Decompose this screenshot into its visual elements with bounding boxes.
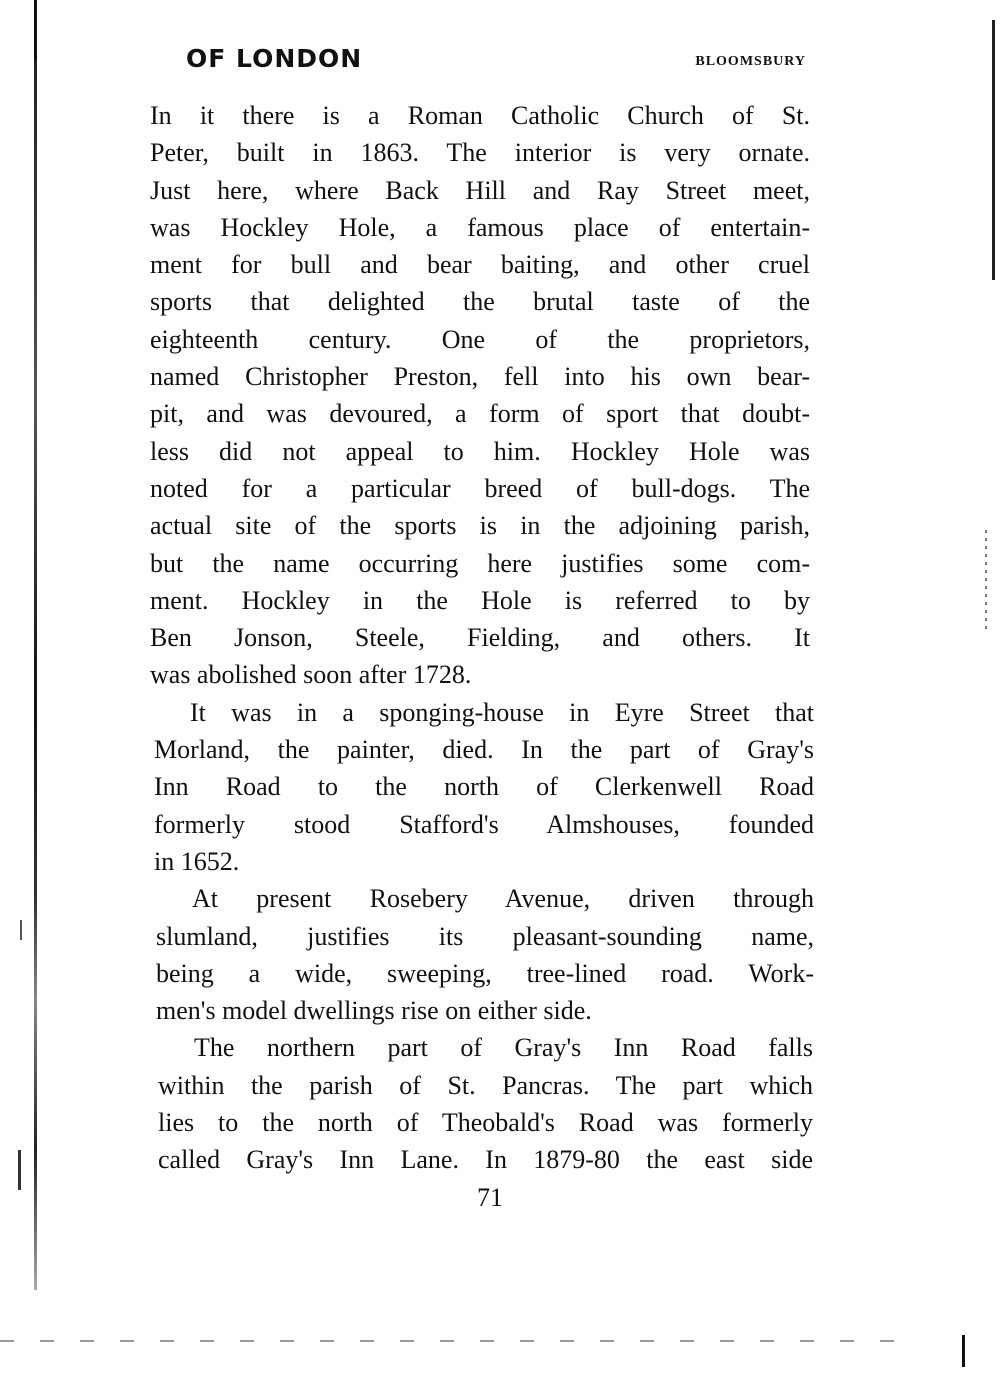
scan-edge-right (992, 20, 995, 280)
text-line: within the parish of St. Pancras. The part which (158, 1070, 813, 1100)
text-line: ment. Hockley in the Hole is referred to by (150, 585, 810, 615)
text-line: was abolished soon after 1728. (150, 660, 472, 690)
paragraph (158, 1029, 813, 1178)
scan-mark (962, 1335, 965, 1367)
running-head-section: BLOOMSBURY (695, 54, 806, 69)
text-line: called Gray's Inn Lane. In 1879-80 the east side (158, 1145, 813, 1175)
text-line: noted for a particular breed of bull-dogs. The (150, 473, 810, 503)
paragraph (154, 694, 814, 880)
running-head-title: OF LONDON (186, 44, 363, 73)
text-line: eighteenth century. One of the proprietors, (150, 324, 810, 354)
body-text (150, 97, 814, 1179)
text-line: Just here, where Back Hill and Ray Street meet, (150, 175, 810, 205)
text-line: named Christopher Preston, fell into his own bear- (150, 362, 810, 392)
text-line: men's model dwellings rise on either side. (156, 996, 592, 1026)
text-line: Inn Road to the north of Clerkenwell Road (154, 772, 814, 802)
text-line: less did not appeal to him. Hockley Hole was (150, 436, 810, 466)
text-line: slumland, justifies its pleasant-sounding name, (156, 921, 814, 951)
page-number: 71 (477, 1183, 503, 1212)
scan-mark (985, 530, 987, 630)
text-line: In it there is a Roman Catholic Church of St. (150, 101, 810, 130)
text-line: At present Rosebery Avenue, driven through (192, 884, 814, 914)
text-line: was Hockley Hole, a famous place of entertain- (150, 212, 810, 242)
text-line: in 1652. (154, 846, 240, 876)
text-line: actual site of the sports is in the adjoining parish, (150, 511, 810, 541)
text-line: It was in a sponging-house in Eyre Street that (190, 697, 814, 727)
text-line: but the name occurring here justifies some com- (150, 548, 810, 578)
paragraph (156, 880, 814, 1029)
paragraph (150, 97, 810, 694)
text-line: sports that delighted the brutal taste of the (150, 287, 810, 317)
running-head (186, 44, 806, 84)
scan-edge-left (34, 0, 37, 1290)
text-line: Peter, built in 1863. The interior is very ornate. (150, 138, 810, 168)
text-line: Ben Jonson, Steele, Fielding, and others. It (150, 623, 810, 653)
text-line: ment for bull and bear baiting, and other cruel (150, 250, 810, 280)
text-line: lies to the north of Theobald's Road was formerly (158, 1108, 813, 1138)
scan-edge-bottom (0, 1340, 900, 1342)
text-line: being a wide, sweeping, tree-lined road. Work- (156, 958, 814, 988)
text-line: Morland, the painter, died. In the part of Gray's (154, 735, 814, 765)
text-line: formerly stood Stafford's Almshouses, founded (154, 809, 814, 839)
text-line: The northern part of Gray's Inn Road falls (194, 1033, 813, 1063)
text-line: pit, and was devoured, a form of sport that doubt- (150, 399, 810, 429)
scan-mark (20, 920, 22, 940)
